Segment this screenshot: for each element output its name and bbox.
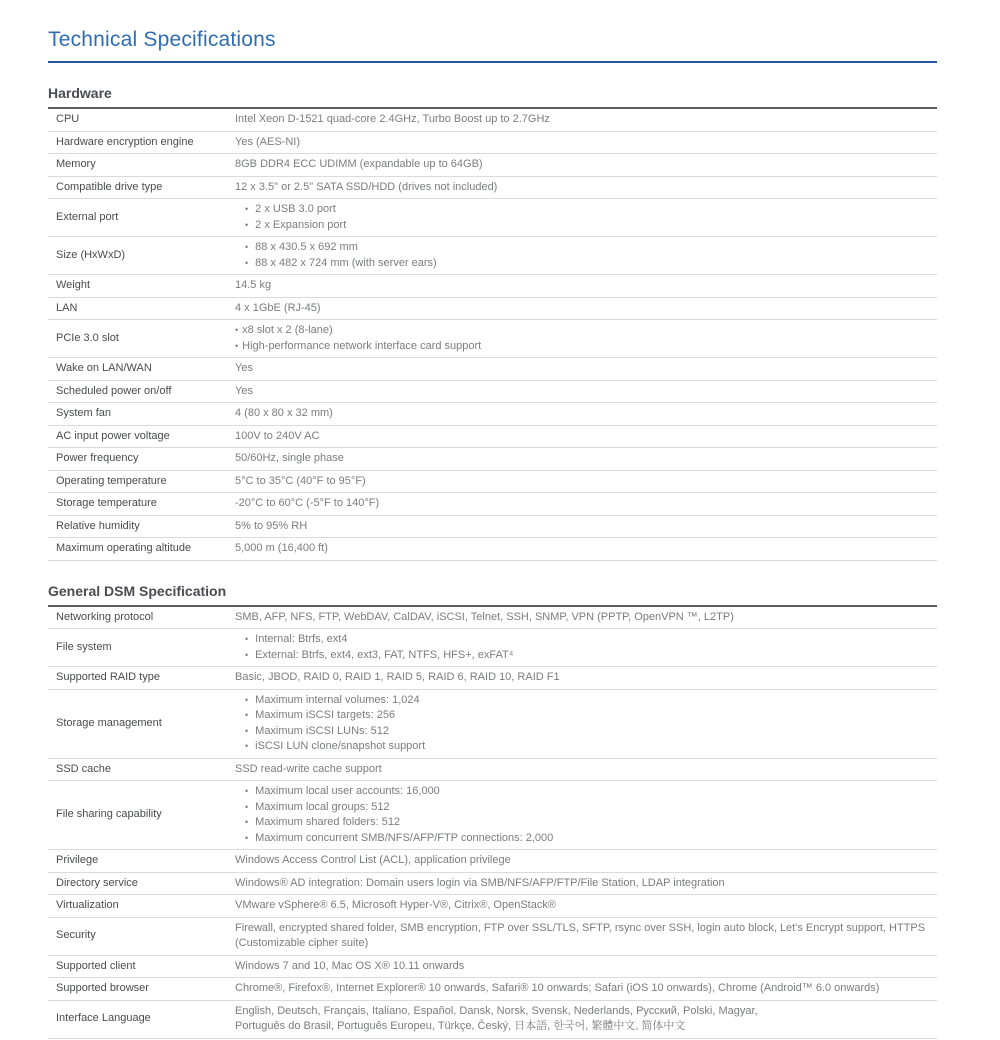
row-value [235,898,937,914]
row-label: Interface Language [56,1012,151,1025]
row-label: Storage temperature [56,497,157,509]
bullet-item-compact [235,323,937,339]
row-label: File system [56,640,112,653]
row-label: Memory [56,158,96,170]
row-value [235,202,937,233]
bullet-glyph: • [245,242,249,252]
bullet-text: 88 x 482 x 724 mm (with server ears) [255,256,437,269]
row-value [235,784,937,846]
table-row [48,759,937,782]
bullet-text: Maximum concurrent SMB/NFS/AFP/FTP connections: 2,000 [255,831,554,844]
bullet-text: External: Btrfs, ext4, ext3, FAT, NTFS, HFS+, exFAT⁴ [255,648,514,661]
row-label: Storage management [56,716,162,729]
bullet-glyph: • [245,817,249,827]
bullet-text: Maximum iSCSI targets: 256 [255,709,396,721]
row-label: Supported client [56,959,136,972]
row-value-text: 4 x 1GbE (RJ-45) [235,301,321,314]
row-value-text: SSD read-write cache support [235,762,382,775]
spec-table [48,607,937,1039]
row-value-text: 12 x 3.5" or 2.5" SATA SSD/HDD (drives not included) [235,180,498,193]
bullet-text: 2 x Expansion port [255,218,347,231]
bullet-glyph: • [245,710,249,720]
row-value-text: 14.5 kg [235,279,272,291]
row-value-text: -20°C to 60°C (-5°F to 140°F) [235,497,380,509]
table-row [48,629,937,667]
bullet-item [235,800,937,816]
row-value [235,240,937,271]
row-value [235,135,937,151]
table-row [48,978,937,1001]
row-value-text: Yes [235,384,253,397]
bullet-item [235,815,937,831]
row-value-text: 8GB DDR4 ECC UDIMM (expandable up to 64GB) [235,158,483,170]
row-value [235,876,937,892]
row-label: External port [56,210,119,223]
bullet-item [235,632,937,648]
bullet-text: x8 slot x 2 (8-lane) [242,324,333,336]
row-value [235,959,937,975]
table-row [48,471,937,494]
table-row [48,667,937,690]
table-row [48,132,937,155]
spec-section [48,583,937,1039]
bullet-text: 88 x 430.5 x 692 mm [255,241,358,253]
table-row [48,275,937,298]
bullet-text: Maximum internal volumes: 1,024 [255,693,420,706]
table-row [48,237,937,275]
table-row [48,918,937,956]
row-value [235,762,937,778]
table-row [48,538,937,561]
row-label: Supported browser [56,982,149,994]
row-label: Compatible drive type [56,180,163,193]
table-row [48,607,937,630]
row-value-line: English, Deutsch, Français, Italiano, Español, Dansk, Norsk, Svensk, Nederlands, Русский, Polski, Magyar, [235,1004,758,1017]
spec-sections [48,85,937,1039]
bullet-item [235,831,937,847]
bullet-item [235,256,937,272]
row-value [235,693,937,755]
row-value-text: 50/60Hz, single phase [235,452,344,464]
bullet-text: iSCSI LUN clone/snapshot support [255,740,426,752]
bullet-glyph: • [245,634,249,644]
bullet-glyph: • [245,786,249,796]
row-label: Maximum operating altitude [56,542,192,554]
row-label: SSD cache [56,762,112,775]
row-value-text: VMware vSphere® 6.5, Microsoft Hyper-V®, Citrix®, OpenStack® [235,899,556,911]
section-heading: General DSM Specification [48,583,937,607]
table-row [48,781,937,850]
row-value-text: Yes [235,362,253,374]
row-value-text: 5,000 m (16,400 ft) [235,542,328,554]
bullet-item [235,693,937,709]
spec-section [48,85,937,561]
row-label: Directory service [56,876,138,889]
row-value [235,1004,937,1035]
bullet-text: Maximum shared folders: 512 [255,816,401,828]
row-value [235,406,937,422]
row-label: Networking protocol [56,610,154,623]
row-value [235,429,937,445]
table-row [48,154,937,177]
table-row [48,109,937,132]
row-label: Relative humidity [56,519,140,532]
table-row [48,956,937,979]
row-value [235,451,937,467]
table-row [48,873,937,896]
row-value-text: 4 (80 x 80 x 32 mm) [235,407,333,419]
row-value [235,610,937,626]
row-value [235,180,937,196]
bullet-glyph: • [245,219,249,230]
row-value [235,474,937,490]
row-value [235,157,937,173]
row-label: Privilege [56,854,99,866]
table-row [48,177,937,200]
table-row [48,448,937,471]
row-value [235,981,937,997]
bullet-glyph: • [245,741,249,751]
bullet-item [235,240,937,256]
row-value [235,112,937,128]
table-row [48,426,937,449]
row-value-text: SMB, AFP, NFS, FTP, WebDAV, CalDAV, iSCSI, Telnet, SSH, SNMP, VPN (PPTP, OpenVPN ™, L2TP) [235,610,734,623]
table-row [48,358,937,381]
row-value [235,384,937,400]
row-value-text: 100V to 240V AC [235,429,320,442]
row-label: PCIe 3.0 slot [56,331,119,344]
row-value-text: Windows Access Control List (ACL), application privilege [235,854,511,866]
bullet-glyph: • [245,204,249,214]
table-row [48,298,937,321]
row-value [235,541,937,557]
bullet-item [235,202,937,218]
row-value [235,323,937,354]
row-label: Size (HxWxD) [56,248,126,261]
section-heading: Hardware [48,85,937,109]
bullet-glyph: • [245,832,249,843]
row-label: AC input power voltage [56,429,170,442]
row-value [235,853,937,869]
bullet-glyph: • [245,649,249,660]
row-label: Power frequency [56,452,139,464]
table-row [48,850,937,873]
row-label: LAN [56,301,78,314]
row-label: Hardware encryption engine [56,135,194,148]
row-label: File sharing capability [56,808,162,821]
row-label: Supported RAID type [56,671,160,683]
bullet-glyph: • [245,801,249,812]
row-label: Operating temperature [56,474,167,487]
row-label: Scheduled power on/off [56,384,172,397]
row-label: CPU [56,113,80,125]
row-label: Wake on LAN/WAN [56,362,152,374]
bullet-glyph: • [245,694,249,705]
bullet-glyph: • [235,340,239,351]
bullet-item [235,648,937,664]
table-row [48,690,937,759]
table-row [48,516,937,539]
bullet-item-compact [235,339,937,355]
row-label: Weight [56,279,91,291]
bullet-item [235,708,937,724]
table-row [48,199,937,237]
row-label: Virtualization [56,899,119,911]
bullet-text: Maximum local groups: 512 [255,800,390,813]
row-value-text: Basic, JBOD, RAID 0, RAID 1, RAID 5, RAID 6, RAID 10, RAID F1 [235,671,560,683]
bullet-text: Internal: Btrfs, ext4 [255,633,348,645]
row-value [235,361,937,377]
page-title: Technical Specifications [48,28,937,63]
row-value-text: Chrome®, Firefox®, Internet Explorer® 10 onwards, Safari® 10 onwards; Safari (iOS 10 onwards), Chrome (Android™ 6.0 onwards) [235,982,880,994]
row-value-text: 5% to 95% RH [235,519,308,532]
row-value-line: Firewall, encrypted shared folder, SMB encryption, FTP over SSL/TLS, SFTP, rsync over SSH, login auto block, Let's Encrypt support, HTTPS [235,921,926,934]
row-label: Security [56,929,96,942]
bullet-text: Maximum iSCSI LUNs: 512 [255,724,390,737]
bullet-glyph: • [235,325,239,335]
bullet-item [235,784,937,800]
row-value-text: Windows® AD integration: Domain users login via SMB/NFS/AFP/FTP/File Station, LDAP integration [235,876,725,889]
bullet-item [235,724,937,740]
row-value-text: Yes (AES-NI) [235,135,301,148]
bullet-text: 2 x USB 3.0 port [255,203,336,215]
bullet-text: Maximum local user accounts: 16,000 [255,785,440,797]
row-value [235,670,937,686]
row-value [235,301,937,317]
table-row [48,381,937,404]
table-row [48,895,937,918]
table-row [48,493,937,516]
table-row [48,1001,937,1039]
row-value-text: 5°C to 35°C (40°F to 95°F) [235,474,366,487]
row-value-line: (Customizable cipher suite) [235,937,369,949]
row-value [235,632,937,663]
bullet-item [235,218,937,234]
spec-table [48,109,937,561]
row-value [235,519,937,535]
row-value-text: Windows 7 and 10, Mac OS X® 10.11 onwards [235,959,465,972]
row-value-line: Português do Brasil, Português Europeu, Türkçe, Český, 日本語, 한국어, 繁體中文, 简体中文 [235,1020,686,1032]
bullet-text: High-performance network interface card support [242,339,482,352]
row-label: System fan [56,407,112,419]
table-row [48,403,937,426]
bullet-glyph: • [245,257,249,268]
bullet-glyph: • [245,725,249,736]
row-value [235,496,937,512]
bullet-item [235,739,937,755]
row-value-text: Intel Xeon D-1521 quad-core 2.4GHz, Turbo Boost up to 2.7GHz [235,113,550,125]
row-value [235,278,937,294]
table-row [48,320,937,358]
row-value [235,921,937,952]
